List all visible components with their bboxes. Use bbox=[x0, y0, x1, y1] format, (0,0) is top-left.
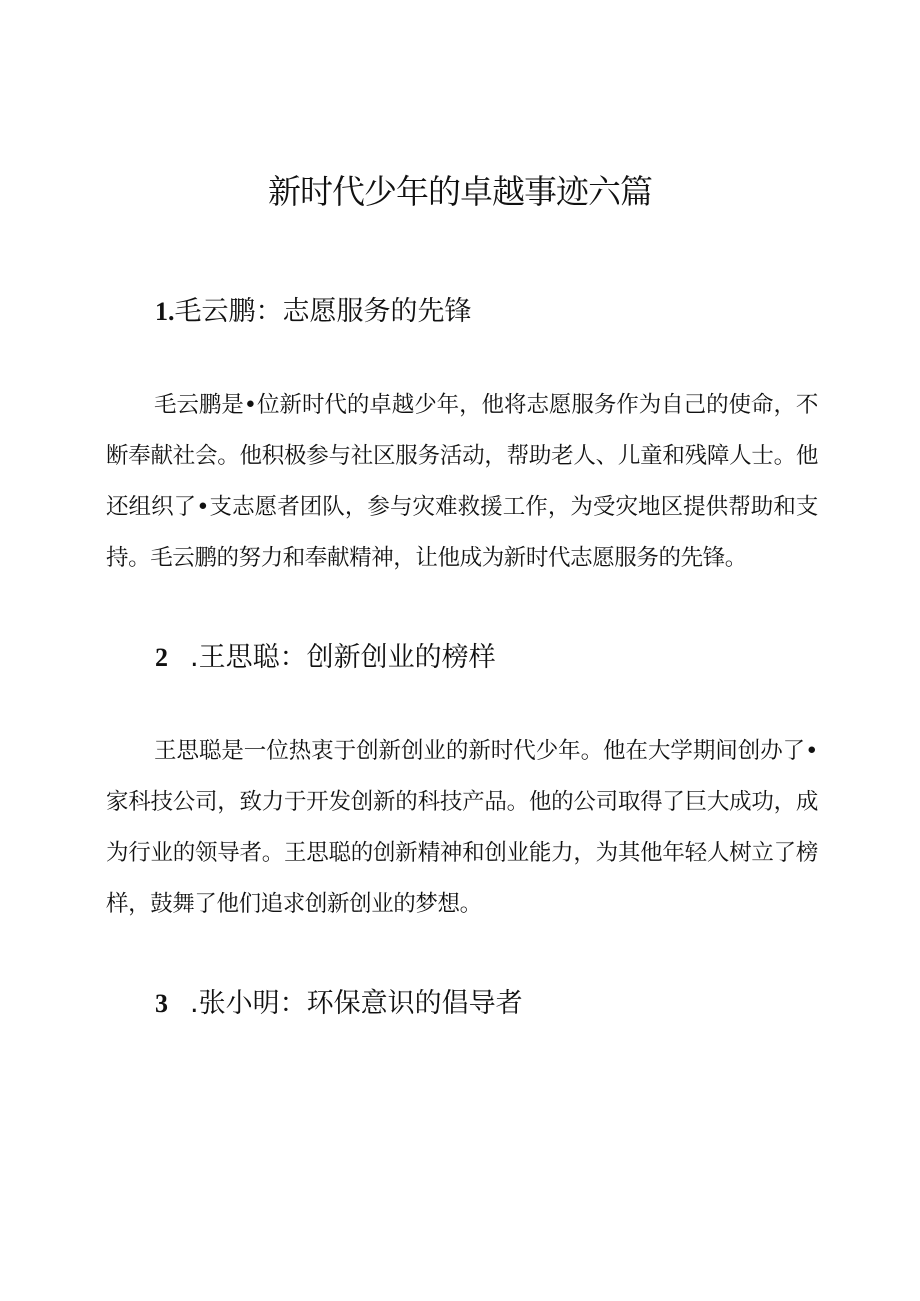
section-number: 1. bbox=[155, 297, 175, 326]
section-heading-3 bbox=[155, 984, 523, 1024]
section-body-2: 王思聪是一位热衷于创新创业的新时代少年。他在大学期间创办了•家科技公司，致力于开发创新的科技产品。他的公司取得了巨大成功，成为行业的领导者。王思聪的创新精神和创业能力，为其他年轻人树立了榜样，鼓舞了他们追求创新创业的梦想。 bbox=[106, 738, 818, 917]
section-number: 3 bbox=[155, 989, 168, 1018]
section-heading-text: 毛云鹏：志愿服务的先锋 bbox=[174, 296, 472, 327]
section-heading-1 bbox=[155, 292, 472, 332]
section-heading-text: .王思聪：创新创业的榜样 bbox=[190, 642, 496, 673]
section-body-1: 毛云鹏是•位新时代的卓越少年，他将志愿服务作为自己的使命，不断奉献社会。他积极参与社区服务活动，帮助老人、儿童和残障人士。他还组织了•支志愿者团队，参与灾难救援工作，为受灾地区提供帮助和支持。毛云鹏的努力和奉献精神，让他成为新时代志愿服务的先锋。 bbox=[106, 392, 818, 571]
section-number: 2 bbox=[155, 643, 168, 672]
section-heading-2 bbox=[155, 638, 496, 678]
document-title: 新时代少年的卓越事迹六篇 bbox=[268, 172, 652, 211]
section-heading-text: .张小明：环保意识的倡导者 bbox=[190, 988, 523, 1019]
